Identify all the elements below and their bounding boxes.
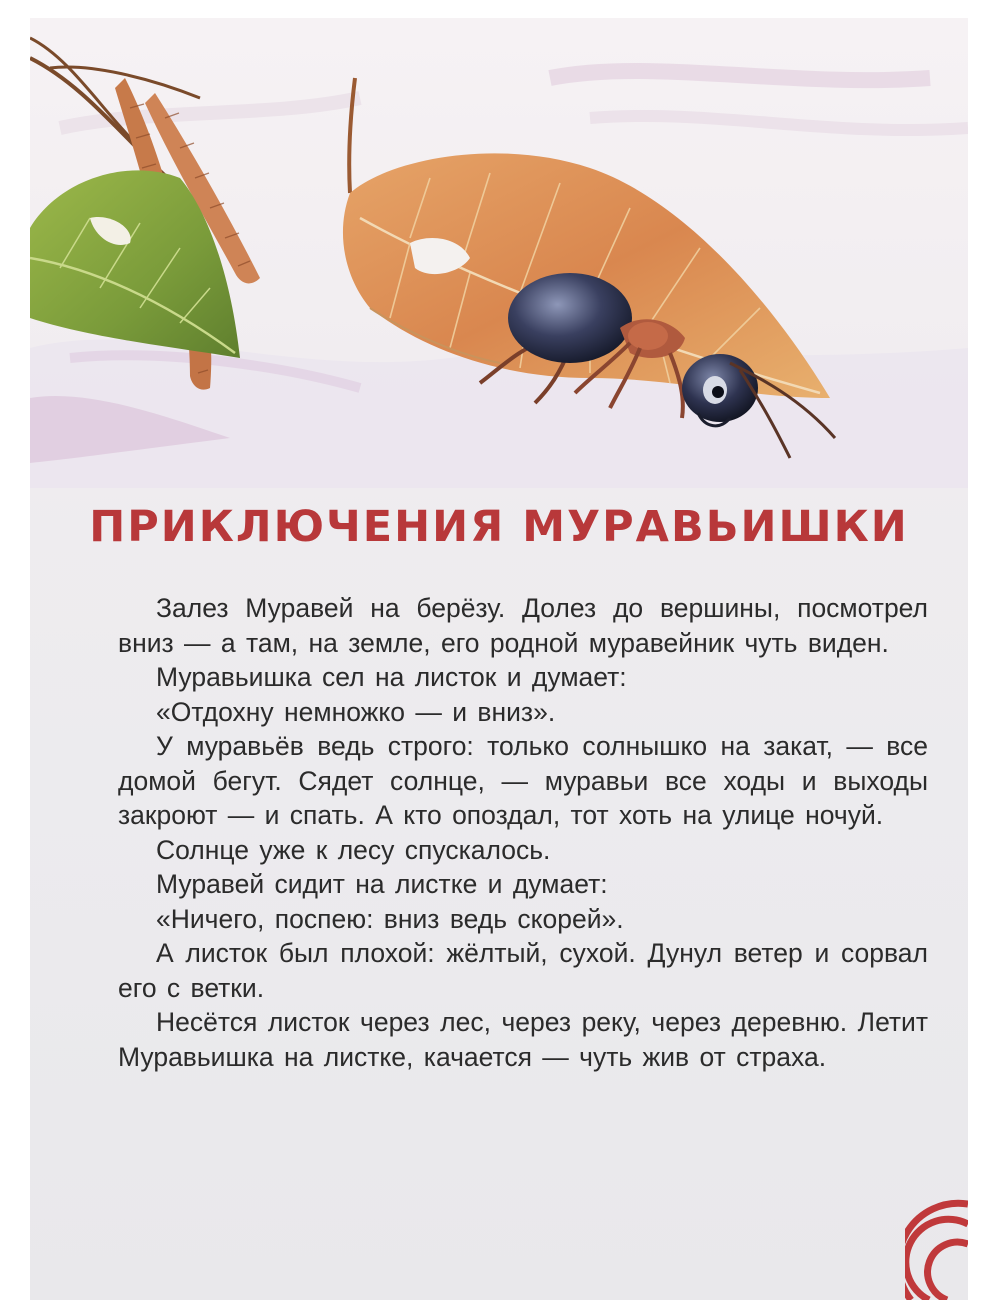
story-paragraph: Солнце уже к лесу спускалось.: [156, 834, 551, 865]
story-paragraph: «Ничего, поспею: вниз ведь скорей».: [156, 903, 624, 934]
book-page: [30, 18, 968, 1300]
story-paragraph: У муравьёв ведь строго: только солнышко на закат, — все домой бегут. Сядет солнце, — муравьи все ходы и выходы закроют — и спать. А кто опоздал, тот хоть на улице ночуй.: [118, 731, 928, 830]
story-paragraph: А листок был плохой: жёлтый, сухой. Дунул ветер и сорвал его с ветки.: [118, 938, 928, 1003]
story-paragraph: Муравей сидит на листке и думает:: [156, 869, 608, 899]
corner-decoration-arcs: [905, 1198, 968, 1300]
story-paragraph: «Отдохну немножко — и вниз».: [156, 696, 556, 727]
story-text: [118, 591, 928, 1074]
story-paragraph: Муравьишка сел на листок и думает:: [156, 662, 627, 692]
story-paragraph: Залез Муравей на берёзу. Долез до вершины, посмотрел вниз — а там, на земле, его родной муравейник чуть виден.: [118, 593, 928, 658]
story-paragraph: Несётся листок через лес, через реку, через деревню. Летит Муравьишка на листке, качается — чуть жив от страха.: [118, 1007, 928, 1072]
ant-on-leaf-illustration: [30, 18, 968, 488]
story-title: ПРИКЛЮЧЕНИЯ МУРАВЬИШКИ: [89, 502, 909, 552]
